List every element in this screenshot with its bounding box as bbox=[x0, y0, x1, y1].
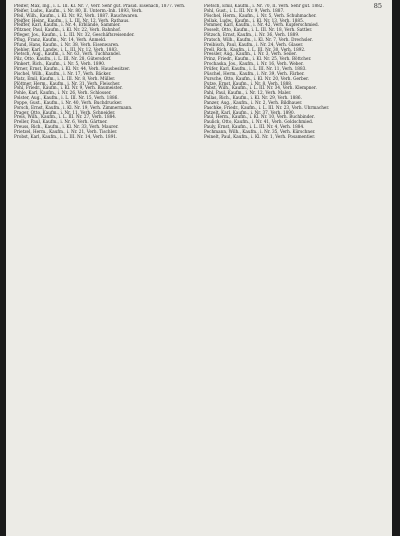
directory-entry: Paul, Herm., Kaufm., i. Kl. Nr. 10, Verh. Buchbinder. bbox=[204, 114, 315, 120]
directory-entry: Porsch, Ernst, Kaufm., i. Kl. Nr. 19, Verh. Zimmermann. bbox=[14, 104, 133, 110]
directory-entry: Pabst, Wilh., Kaufm., i. L. III. Nr. 34, Verh. Klempner. bbox=[204, 85, 317, 91]
directory-entry: Poppe, Gust., Kaufm., i. Nr. 40, Verh. Buchdrucker. bbox=[14, 99, 123, 105]
directory-entry: Pauly, Ernst, Kaufm., i. L. III. Nr. 4, Verh. 1884. bbox=[204, 124, 305, 130]
directory-entry: Preuss, Rich., Kaufm., i. Kl. Nr. 33, Verh. Maurer. bbox=[14, 124, 119, 130]
directory-entry: Panzer, Aug., Kaufm., i. Nr. 2, Verh. Bildhauer. bbox=[204, 99, 303, 105]
directory-entry: Pfleger, Jos., Kaufm., i. L. III. Nr. 32, Geschäftsreisender. bbox=[14, 32, 135, 38]
directory-entry: Pilz, Otto, Kaufm., i. L. III. Nr. 28, Gütersdorf. bbox=[14, 56, 112, 62]
directory-entry: Pommer, Karl, Kaufm., i. Nr. 42, Verh. Kupferschmied. bbox=[204, 22, 320, 28]
directory-entry: Prüfer, Karl, Kaufm., i. L. III. Nr. 11, Verh. 1883. bbox=[204, 65, 307, 71]
directory-entry: Pursche, Otto, Kaufm., i. Kl. Nr. 20, Verh. Gerber. bbox=[204, 75, 309, 81]
directory-entry: Pinkert, Rich., Kaufm., i. Nr. 5, Verh. 1890. bbox=[14, 61, 106, 67]
directory-entry: Prietzel, Herm., Kaufm., i. Nr. 21, Verh. Tischler. bbox=[14, 128, 118, 134]
directory-entry: Pollak, Ludw., Kaufm., i. Kl. Nr. 13, Verh. 1885. bbox=[204, 17, 305, 23]
directory-entry: Pöschel, Herm., Kaufm., i. Nr. 5, Verh. Schuhmacher. bbox=[204, 12, 317, 18]
directory-entry: Plöttner, Herm., Kaufm., i. Nr. 31, Verh. Fleischer. bbox=[14, 80, 121, 86]
directory-entry: Putze, Ernst, Kaufm., i. Nr. 8, Verh. 1888. bbox=[204, 80, 293, 86]
directory-entry: Pflug, Franz, Kaufm., Nr. 14, Verh. Anmeld. bbox=[14, 36, 107, 42]
directory-entry: Posselt, Otto, Kaufm., i. L. III. Nr. 18, Verh. Sattler. bbox=[204, 27, 313, 33]
directory-entry: Preibisch, Paul, Kaufm., i. Nr. 24, Verh. Glaser. bbox=[204, 41, 304, 47]
directory-entry: Piehler, Karl, Landw., i. L. III. Nr. 12, Verh. 1883. bbox=[14, 46, 119, 52]
directory-entry: Pötzsch, Ernst, Kaufm., i. Nr. 36, Verh. 1889. bbox=[204, 32, 300, 38]
left-column bbox=[14, 4, 196, 536]
directory-entry: Probst, Karl, Kaufm., i. L. III. Nr. 14, Verh. 1891. bbox=[14, 133, 118, 139]
directory-entry: Pechmann, Wilh., Kaufm., i. Nr. 35, Verh. Kürschner. bbox=[204, 128, 316, 134]
directory-entry: Pahl, Paul, Kaufm., i. Nr. 12, Verh. Maler. bbox=[204, 90, 292, 96]
directory-entry: Pirner, Ernst, Kaufm., i. Kl. Nr. 44, Verh. Hausbesitzer. bbox=[14, 65, 130, 71]
directory-entry: Püschel, Herm., Kaufm., i. Nr. 39, Verh. Färber. bbox=[204, 70, 305, 76]
directory-entry: Pietsch, Aug., Kaufm., i. Nr. 63, Verh. Tuchhandel. bbox=[14, 51, 121, 57]
two-column-layout bbox=[14, 4, 386, 536]
directory-entry: Pfeifer, Max, Ing., i. L. III. Kl. Nr. 7, Verr. Sehr gut. Präsid. Eisenach, 1877. verh. bbox=[14, 4, 186, 8]
directory-entry: Prinz, Friedr., Kaufm., i. Kl. Nr. 25, Verh. Böttcher. bbox=[204, 56, 312, 62]
directory-entry: Pressler, Aug., Kaufm., i. Nr. 3, Verh. Seiler. bbox=[204, 51, 297, 57]
directory-entry: Pallas, Rich., Kaufm., i. Kl. Nr. 29, Verh. 1886. bbox=[204, 95, 302, 101]
directory-entry: Pietsch, Emil, Kaufm., i. Nr. 70, II. Verh. Sehr gut. 1882. bbox=[204, 4, 324, 8]
directory-entry: Preller, Paul, Kaufm., i. Nr. 6, Verh. Gärtner. bbox=[14, 119, 108, 125]
directory-entry: Prell, Rich., Kaufm., i. L. III. Nr. 30, Verh. 1892. bbox=[204, 46, 306, 52]
directory-entry: Preis, Wilh., Kaufm., i. L. III. Nr. 27, Verh. 1884. bbox=[14, 114, 117, 120]
directory-entry: Patzelt, Karl, Kaufm., i. Nr. 37, Verh. 1890. bbox=[204, 109, 295, 115]
directory-entry: Prochaska, Jos., Kaufm., i. Nr. 16, Verh. Weber. bbox=[204, 61, 304, 67]
directory-entry: Paschke, Friedr., Kaufm., i. L. III. Nr. 23, Verh. Uhrmacher. bbox=[204, 104, 330, 110]
directory-entry: Platz, Emil, Kaufm., i. L. III. Nr. 8, Verh. Müller. bbox=[14, 75, 116, 81]
directory-entry: Pischel, Wilh., Kaufm., i. Nr. 17, Verh. Bäcker. bbox=[14, 70, 112, 76]
page-number: 85 bbox=[373, 2, 382, 10]
directory-entry: Paulick, Otto, Kaufm., i. Nr. 41, Verh. Goldschmied. bbox=[204, 119, 314, 125]
directory-entry: Pfeiffer, Heinr., Kaufm., i. L. III. Nr. 12, Verh. Rathaus. bbox=[14, 17, 130, 23]
directory-entry: Pfeifer, Ludw., Kaufm., i. Nr. 80, II. Unterm.-Inh. 1893, Verh. bbox=[14, 7, 143, 13]
directory-entry: Pfeil, Wilh., Kaufm., i. Kl. Nr. 92, Verh. 1887. Rauchwaren. bbox=[14, 12, 139, 18]
directory-entry: Polster, Aug., Kaufm., i. L. III. Nr. 15, Verh. 1886. bbox=[14, 95, 119, 101]
directory-entry: Pohle, Karl, Kaufm., i. Nr. 26, Verh. Schlosser. bbox=[14, 90, 112, 96]
document-page bbox=[6, 0, 392, 536]
directory-entry: Prager, Otto, Kaufm., i. Nr. 11, Verh. Schneider. bbox=[14, 109, 116, 115]
directory-entry: Pohl, Friedr., Kaufm., i. Kl. Nr. 9, Verh. Baumeister. bbox=[14, 85, 123, 91]
right-column bbox=[204, 4, 386, 536]
directory-entry: Pratsch, Wilh., Kaufm., i. Kl. Nr. 7, Verh. Drechsler. bbox=[204, 36, 313, 42]
directory-entry: Pfitzner, Paul, Kaufm., i. Kl. Nr. 22, Verh. Bahnhof. bbox=[14, 27, 121, 33]
directory-entry: Pfeiffer, Karl, Kaufm., i. Nr. 4, Erblände, Sammler. bbox=[14, 22, 121, 28]
directory-entry: Pohl, Gust., i. L. III. Nr. 9, Verh. 1887. bbox=[204, 7, 285, 13]
directory-entry: Pfund, Hans, Kaufm., i. Nr. 38, Verh. Eisenwaren. bbox=[14, 41, 120, 47]
directory-entry: Peinelt, Paul, Kaufm., i. Kl. Nr. 1, Verh. Posamentier. bbox=[204, 133, 316, 139]
